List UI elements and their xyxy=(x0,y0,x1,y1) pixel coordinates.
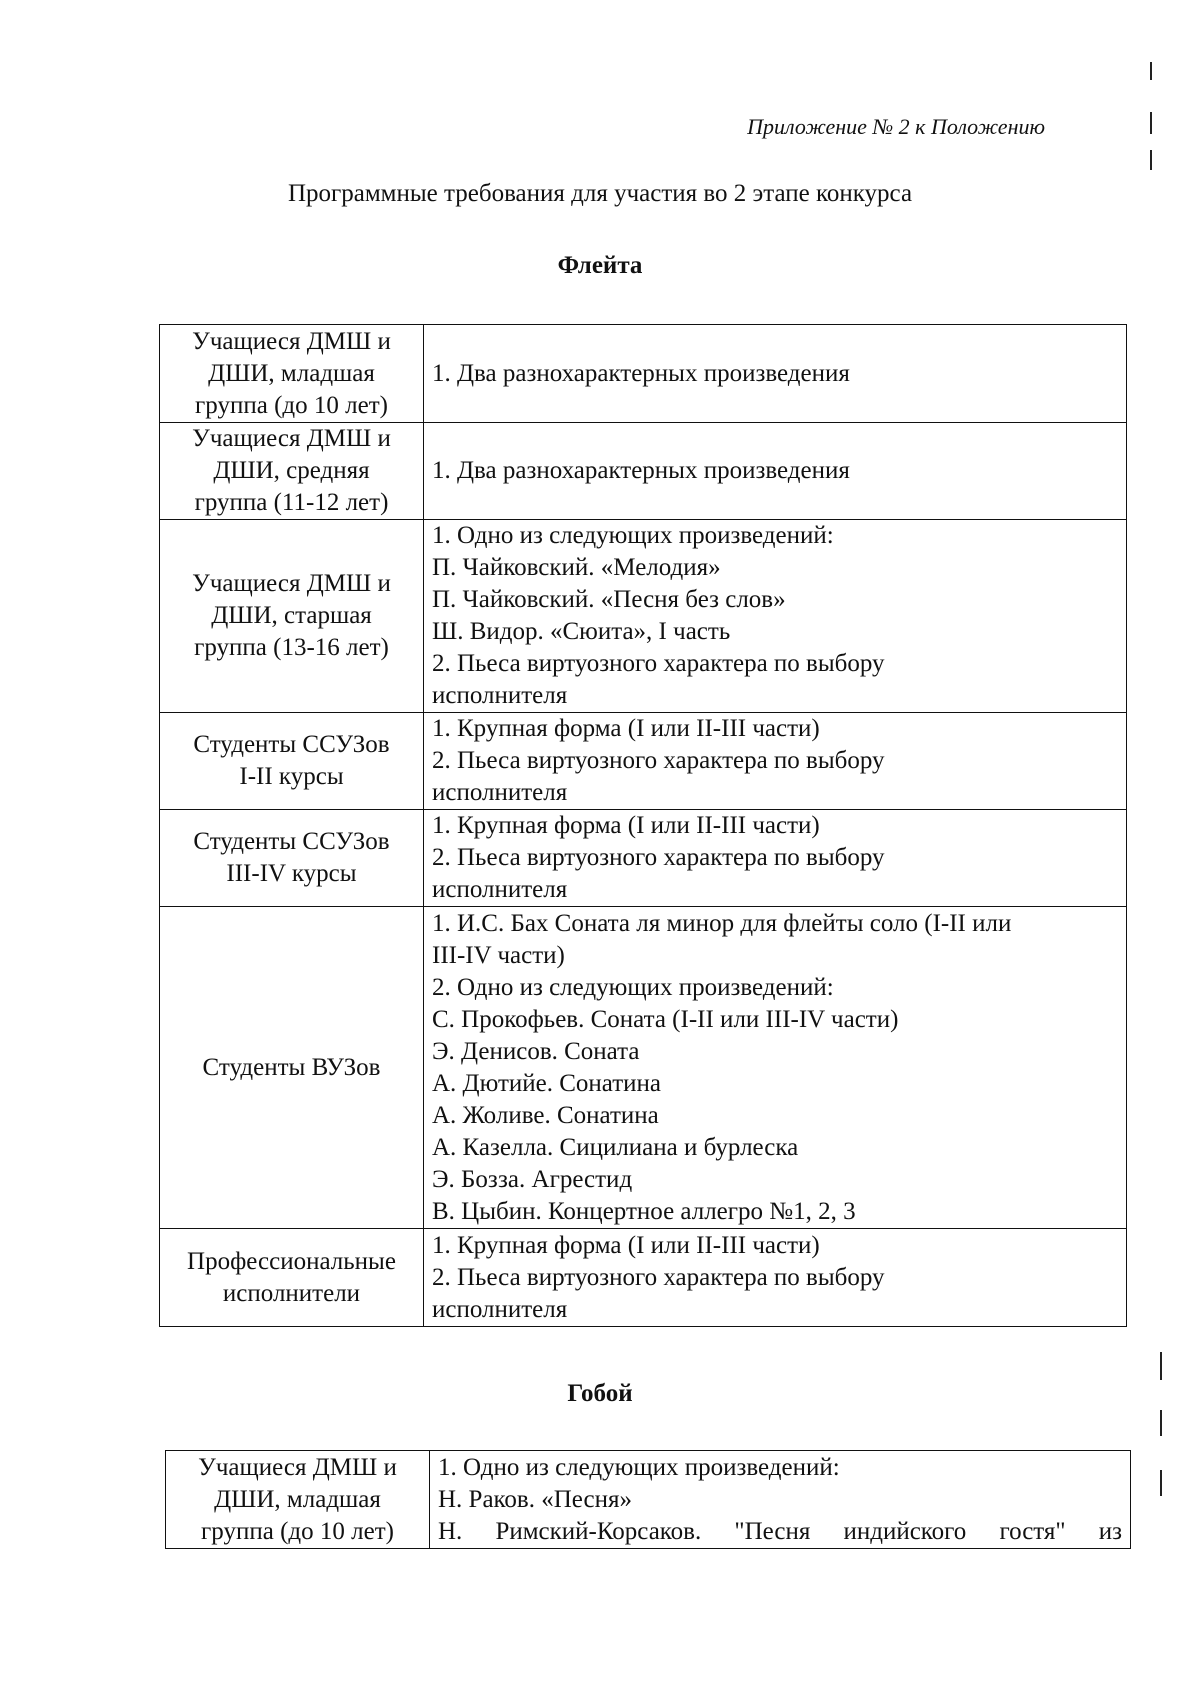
scan-artifact xyxy=(1160,1352,1162,1380)
category-cell xyxy=(166,1451,430,1549)
scan-artifact xyxy=(1150,112,1152,134)
category-line: Студенты ССУЗов xyxy=(193,828,390,855)
scan-artifact xyxy=(1150,150,1152,170)
document-title: Программные требования для участия во 2 этапе конкурса xyxy=(287,180,913,207)
program-line: 1. Одно из следующих произведений: xyxy=(438,1453,840,1481)
table-row xyxy=(160,907,1127,1229)
program-line: А. Жоливе. Сонатина xyxy=(432,1101,659,1129)
program-line: 1. Крупная форма (I или II-III части) xyxy=(432,715,820,742)
program-line: П. Чайковский. «Песня без слов» xyxy=(432,586,786,613)
program-cell xyxy=(424,907,1127,1229)
program-line: Э. Денисов. Соната xyxy=(432,1037,640,1065)
program-cell xyxy=(424,810,1127,907)
program-line: 1. Крупная форма (I или II-III части) xyxy=(432,1231,820,1259)
table-row xyxy=(160,520,1127,713)
category-line: исполнители xyxy=(222,1279,361,1307)
category-line: ДШИ, младшая xyxy=(214,1485,381,1513)
category-line: Учащиеся ДМШ и xyxy=(198,1453,397,1481)
category-cell xyxy=(160,810,424,907)
program-line: III-IV части) xyxy=(432,941,565,969)
category-line: группа (до 10 лет) xyxy=(201,1517,394,1545)
program-line: 1. Два разнохарактерных произведения xyxy=(432,457,850,484)
category-line: Учащиеся ДМШ и xyxy=(192,327,391,355)
category-line: группа (до 10 лет) xyxy=(195,391,388,419)
program-line: исполнителя xyxy=(432,779,568,806)
program-line: С. Прокофьев. Соната (I-II или III-IV части) xyxy=(432,1005,899,1033)
program-line: исполнителя xyxy=(432,876,568,903)
program-cell xyxy=(424,423,1127,520)
category-line: ДШИ, старшая xyxy=(211,602,372,629)
category-line: Профессиональные xyxy=(187,1247,396,1275)
program-cell xyxy=(424,713,1127,810)
category-line: I-II курсы xyxy=(239,763,344,790)
scan-artifact xyxy=(1160,1470,1162,1496)
category-cell xyxy=(160,1229,424,1327)
category-cell xyxy=(160,907,424,1229)
table-row xyxy=(160,325,1127,423)
program-line: П. Чайковский. «Мелодия» xyxy=(432,554,721,581)
flute-heading: Флейта xyxy=(557,252,643,279)
program-line: А. Дютийе. Сонатина xyxy=(432,1069,662,1097)
category-line: Учащиеся ДМШ и xyxy=(192,570,391,597)
program-line: исполнителя xyxy=(432,682,568,709)
oboe-requirements-table xyxy=(165,1450,1131,1549)
program-line: 2. Одно из следующих произведений: xyxy=(432,973,834,1001)
category-line: Студенты ССУЗов xyxy=(193,731,390,758)
program-line: 2. Пьеса виртуозного характера по выбору xyxy=(432,747,885,774)
program-line: Э. Бозза. Агрестид xyxy=(432,1165,633,1193)
category-line: Учащиеся ДМШ и xyxy=(192,425,391,452)
program-cell xyxy=(424,1229,1127,1327)
program-line: 1. Одно из следующих произведений: xyxy=(432,522,834,549)
program-cell xyxy=(424,520,1127,713)
appendix-label: Приложение № 2 к Положению xyxy=(747,114,1045,139)
category-cell xyxy=(160,423,424,520)
table-row xyxy=(160,713,1127,810)
category-line: ДШИ, средняя xyxy=(213,457,370,484)
program-cell xyxy=(430,1451,1131,1549)
table-row xyxy=(160,810,1127,907)
program-line: Н. Римский-Корсаков. "Песня индийского гостя" из xyxy=(438,1517,1122,1545)
category-line: ДШИ, младшая xyxy=(208,359,375,387)
program-line: 2. Пьеса виртуозного характера по выбору xyxy=(432,844,885,871)
category-line: Студенты ВУЗов xyxy=(202,1053,381,1081)
program-line: Ш. Видор. «Сюита», I часть xyxy=(432,618,731,645)
program-line: 1. И.С. Бах Соната ля минор для флейты соло (I-II или xyxy=(432,909,1012,937)
table-row xyxy=(166,1451,1131,1549)
category-line: III-IV курсы xyxy=(226,860,357,887)
program-line: 2. Пьеса виртуозного характера по выбору xyxy=(432,1263,885,1291)
program-line: Н. Раков. «Песня» xyxy=(438,1485,632,1513)
category-cell xyxy=(160,325,424,423)
table-row xyxy=(160,1229,1127,1327)
category-line: группа (13-16 лет) xyxy=(194,634,389,661)
table-row xyxy=(160,423,1127,520)
oboe-heading: Гобой xyxy=(567,1380,633,1407)
category-cell xyxy=(160,713,424,810)
program-cell xyxy=(424,325,1127,423)
flute-requirements-table xyxy=(159,324,1127,1327)
program-line: 1. Два разнохарактерных произведения xyxy=(432,359,850,387)
program-line: А. Казелла. Сицилиана и бурлеска xyxy=(432,1133,799,1161)
program-line: 2. Пьеса виртуозного характера по выбору xyxy=(432,650,885,677)
scan-artifact xyxy=(1160,1410,1162,1436)
program-line: В. Цыбин. Концертное аллегро №1, 2, 3 xyxy=(432,1197,856,1225)
category-line: группа (11-12 лет) xyxy=(194,489,389,516)
category-cell xyxy=(160,520,424,713)
scan-artifact xyxy=(1150,62,1152,80)
program-line: 1. Крупная форма (I или II-III части) xyxy=(432,812,820,839)
program-line: исполнителя xyxy=(432,1295,568,1323)
